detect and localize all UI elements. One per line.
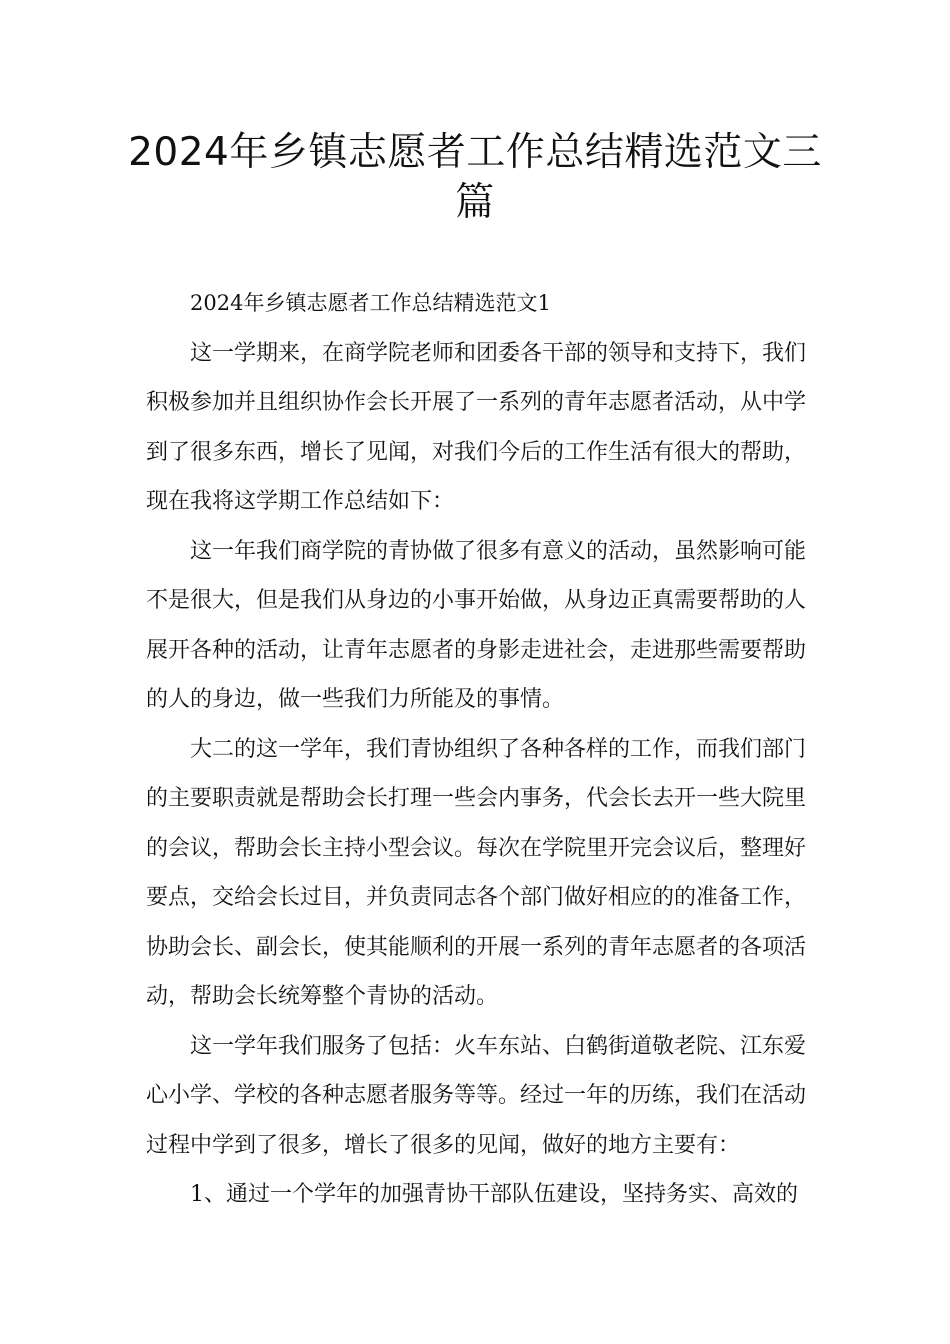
paragraph-5: 1、通过一个学年的加强青协干部队伍建设，坚持务实、高效的 — [190, 1182, 798, 1207]
paragraph-4: 这一学年我们服务了包括：火车东站、白鹤街道敬老院、江东爱心小学、学校的各种志愿者服务等等。经过一年的历练，我们在活动过程中学到了很多，增长了很多的见闻，做好的地方主要有： — [146, 1033, 807, 1158]
section-heading: 2024年乡镇志愿者工作总结精选范文1 — [190, 291, 551, 315]
paragraph-3: 大二的这一学年，我们青协组织了各种各样的工作，而我们部门的主要职责就是帮助会长打理一些会内事务，代会长去开一些大院里的会议，帮助会长主持小型会议。每次在学院里开完会议后，整理好要点，交给会长过目，并负责同志各个部门做好相应的的准备工作，协助会长、副会长，使其能顺利的开展一系列的青年志愿者的各项活动，帮助会长统筹整个青协的活动。 — [146, 736, 807, 1009]
paragraph-2: 这一年我们商学院的青协做了很多有意义的活动，虽然影响可能不是很大，但是我们从身边的小事开始做，从身边正真需要帮助的人展开各种的活动，让青年志愿者的身影走进社会，走进那些需要帮助的人的身边，做一些我们力所能及的事情。 — [146, 538, 807, 712]
document-title: 2024年乡镇志愿者工作总结精选范文三篇 — [128, 130, 822, 225]
paragraph-1: 这一学期来，在商学院老师和团委各干部的领导和支持下，我们积极参加并且组织协作会长开展了一系列的青年志愿者活动，从中学到了很多东西，增长了见闻，对我们今后的工作生活有很大的帮助，现在我将这学期工作总结如下： — [146, 340, 807, 514]
document-body — [146, 279, 806, 1220]
